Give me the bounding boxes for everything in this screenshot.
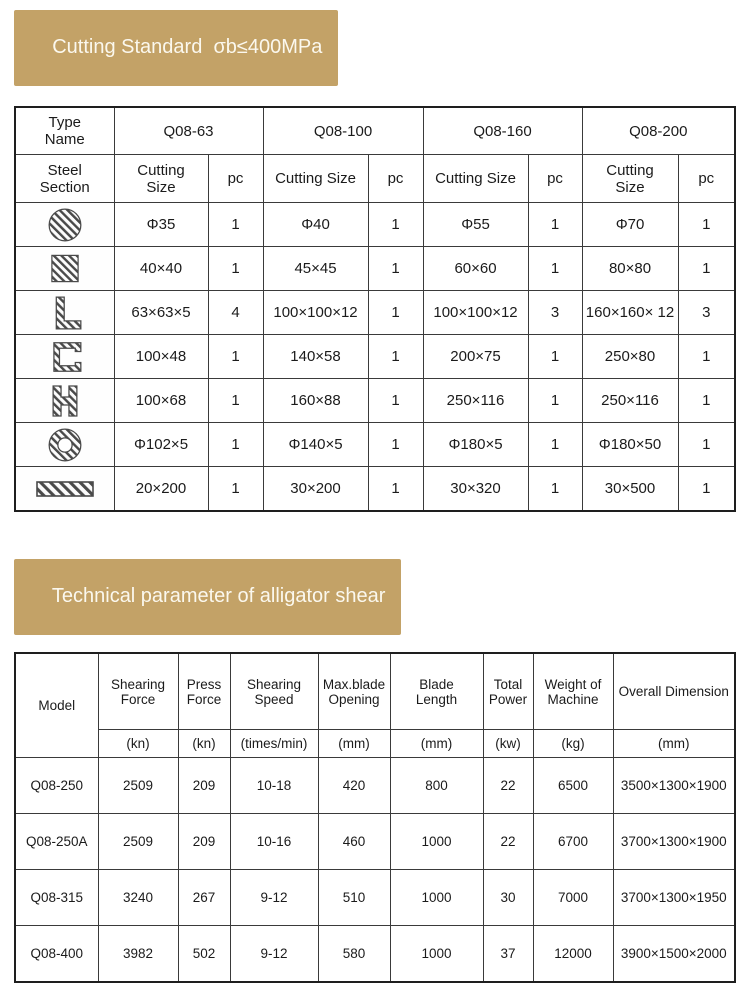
unit-cell: (kg)	[533, 730, 613, 758]
unit-cell: (mm)	[390, 730, 483, 758]
pc-cell: 1	[368, 203, 423, 247]
unit-cell: (kw)	[483, 730, 533, 758]
pc-cell: 1	[678, 423, 735, 467]
table-row	[15, 247, 735, 291]
model-cell: Q08-250A	[15, 814, 98, 870]
steel-section-cell	[15, 423, 114, 467]
pc-cell: 1	[678, 467, 735, 512]
value-cell: 12000	[533, 926, 613, 983]
size-cell: 30×200	[263, 467, 368, 512]
flat-bar-icon	[36, 480, 94, 498]
value-cell: 9-12	[230, 870, 318, 926]
size-cell: Φ102×5	[114, 423, 208, 467]
value-cell: 6700	[533, 814, 613, 870]
pc-cell: 1	[368, 247, 423, 291]
size-cell: 140×58	[263, 335, 368, 379]
steel-section-cell	[15, 247, 114, 291]
unit-cell: (mm)	[318, 730, 390, 758]
value-cell: 2509	[98, 814, 178, 870]
size-cell: Φ180×50	[582, 423, 678, 467]
column-header: Shearing Speed	[230, 653, 318, 730]
table-row	[15, 335, 735, 379]
steel-section-cell	[15, 335, 114, 379]
size-cell: 100×68	[114, 379, 208, 423]
angle-steel-icon	[45, 294, 85, 332]
section-title-text: Technical parameter of alligator shear	[51, 585, 386, 607]
size-cell: Φ35	[114, 203, 208, 247]
size-cell: Φ40	[263, 203, 368, 247]
value-cell: 2509	[98, 758, 178, 814]
pc-cell: 3	[528, 291, 582, 335]
size-cell: 100×100×12	[263, 291, 368, 335]
size-cell: 30×500	[582, 467, 678, 512]
column-header: Max.blade Opening	[318, 653, 390, 730]
pc-cell: 1	[368, 423, 423, 467]
corner-cell-steel-section: Steel Section	[15, 155, 114, 203]
size-cell: 200×75	[423, 335, 528, 379]
steel-section-cell	[15, 379, 114, 423]
size-header: Cutting Size	[423, 155, 528, 203]
pc-header: pc	[208, 155, 263, 203]
value-cell: 800	[390, 758, 483, 814]
pc-header: pc	[528, 155, 582, 203]
value-cell: 3982	[98, 926, 178, 983]
pc-cell: 1	[528, 335, 582, 379]
pc-cell: 1	[678, 379, 735, 423]
pc-cell: 1	[528, 423, 582, 467]
value-cell: 22	[483, 814, 533, 870]
corner-cell-type-name: Type Name	[15, 107, 114, 155]
cutting-standard-table	[14, 106, 736, 512]
value-cell: 6500	[533, 758, 613, 814]
size-cell: 100×100×12	[423, 291, 528, 335]
steel-section-cell	[15, 467, 114, 512]
table-row	[15, 814, 735, 870]
value-cell: 3500×1300×1900	[613, 758, 735, 814]
pc-cell: 1	[368, 379, 423, 423]
column-header: Press Force	[178, 653, 230, 730]
model-cell: Q08-315	[15, 870, 98, 926]
size-cell: 160×88	[263, 379, 368, 423]
value-cell: 9-12	[230, 926, 318, 983]
value-cell: 22	[483, 758, 533, 814]
channel-steel-icon	[45, 338, 85, 376]
table-row	[15, 926, 735, 983]
pc-cell: 1	[528, 247, 582, 291]
pc-cell: 4	[208, 291, 263, 335]
value-cell: 420	[318, 758, 390, 814]
table-row	[15, 203, 735, 247]
size-cell: Φ55	[423, 203, 528, 247]
value-cell: 30	[483, 870, 533, 926]
unit-cell: (times/min)	[230, 730, 318, 758]
pc-cell: 1	[368, 291, 423, 335]
value-cell: 7000	[533, 870, 613, 926]
pc-header: pc	[368, 155, 423, 203]
size-header: Cutting Size	[582, 155, 678, 203]
value-cell: 10-18	[230, 758, 318, 814]
pc-cell: 1	[208, 335, 263, 379]
value-cell: 3240	[98, 870, 178, 926]
column-header: Shearing Force	[98, 653, 178, 730]
value-cell: 3700×1300×1900	[613, 814, 735, 870]
pc-cell: 3	[678, 291, 735, 335]
value-cell: 502	[178, 926, 230, 983]
value-cell: 510	[318, 870, 390, 926]
size-cell: 80×80	[582, 247, 678, 291]
technical-parameter-table	[14, 652, 736, 983]
section-title-technical-parameter	[14, 559, 401, 635]
unit-cell: (kn)	[98, 730, 178, 758]
table-row	[15, 467, 735, 512]
pc-cell: 1	[678, 203, 735, 247]
unit-cell: (mm)	[613, 730, 735, 758]
square-bar-icon	[46, 250, 84, 287]
size-cell: 160×160× 12	[582, 291, 678, 335]
pc-cell: 1	[208, 467, 263, 512]
table-row	[15, 423, 735, 467]
pc-cell: 1	[208, 423, 263, 467]
size-cell: Φ70	[582, 203, 678, 247]
value-cell: 1000	[390, 926, 483, 983]
model-cell: Q08-400	[15, 926, 98, 983]
value-cell: 3900×1500×2000	[613, 926, 735, 983]
pc-cell: 1	[528, 203, 582, 247]
pc-cell: 1	[208, 247, 263, 291]
size-cell: 250×116	[582, 379, 678, 423]
steel-section-cell	[15, 203, 114, 247]
size-cell: Φ180×5	[423, 423, 528, 467]
size-cell: 30×320	[423, 467, 528, 512]
model-cell: Q08-250	[15, 758, 98, 814]
value-cell: 1000	[390, 870, 483, 926]
size-cell: 60×60	[423, 247, 528, 291]
pc-header: pc	[678, 155, 735, 203]
table-row	[15, 758, 735, 814]
round-bar-icon	[45, 206, 85, 244]
size-cell: 45×45	[263, 247, 368, 291]
column-header: Blade Length	[390, 653, 483, 730]
section-title-cutting-standard	[14, 10, 338, 86]
model-group-header: Q08-200	[582, 107, 735, 155]
table-row	[15, 291, 735, 335]
section-title-text: Cutting Standard σb≤400MPa	[52, 36, 323, 58]
pc-cell: 1	[528, 379, 582, 423]
pc-cell: 1	[208, 203, 263, 247]
value-cell: 267	[178, 870, 230, 926]
value-cell: 37	[483, 926, 533, 983]
size-cell: 250×116	[423, 379, 528, 423]
table-row	[15, 730, 735, 758]
size-cell: 250×80	[582, 335, 678, 379]
size-cell: Φ140×5	[263, 423, 368, 467]
model-group-header: Q08-160	[423, 107, 582, 155]
pc-cell: 1	[678, 247, 735, 291]
size-cell: 100×48	[114, 335, 208, 379]
pc-cell: 1	[678, 335, 735, 379]
column-header: Total Power	[483, 653, 533, 730]
value-cell: 1000	[390, 814, 483, 870]
value-cell: 10-16	[230, 814, 318, 870]
size-cell: 63×63×5	[114, 291, 208, 335]
size-header: Cutting Size	[114, 155, 208, 203]
column-header: Weight of Machine	[533, 653, 613, 730]
steel-section-cell	[15, 291, 114, 335]
value-cell: 209	[178, 758, 230, 814]
table-row	[15, 379, 735, 423]
pc-cell: 1	[368, 467, 423, 512]
pc-cell: 1	[528, 467, 582, 512]
value-cell: 580	[318, 926, 390, 983]
h-beam-icon	[46, 382, 84, 420]
model-header: Model	[15, 653, 98, 758]
value-cell: 460	[318, 814, 390, 870]
pipe-icon	[45, 426, 85, 464]
table-row	[15, 155, 735, 203]
pc-cell: 1	[368, 335, 423, 379]
pc-cell: 1	[208, 379, 263, 423]
table-row	[15, 870, 735, 926]
model-group-header: Q08-100	[263, 107, 423, 155]
size-cell: 20×200	[114, 467, 208, 512]
size-header: Cutting Size	[263, 155, 368, 203]
table-row	[15, 107, 735, 155]
unit-cell: (kn)	[178, 730, 230, 758]
table-row	[15, 653, 735, 730]
value-cell: 3700×1300×1950	[613, 870, 735, 926]
size-cell: 40×40	[114, 247, 208, 291]
model-group-header: Q08-63	[114, 107, 263, 155]
column-header: Overall Dimension	[613, 653, 735, 730]
value-cell: 209	[178, 814, 230, 870]
